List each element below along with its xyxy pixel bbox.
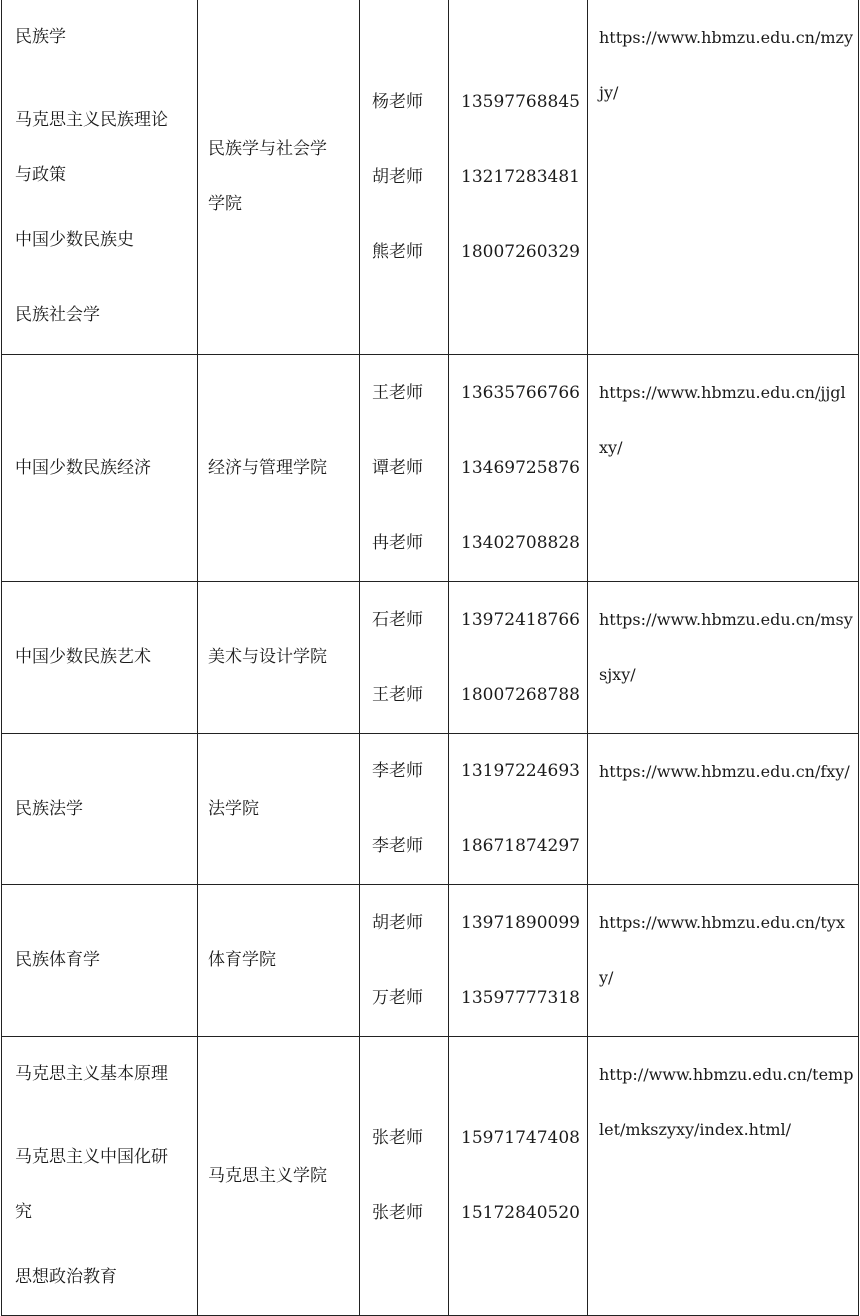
major-cell (2, 582, 198, 734)
table-row (2, 734, 859, 885)
contact-table (1, 0, 859, 1316)
website-link[interactable]: https://www.hbmzu.edu.cn/mzyjy/ (599, 28, 853, 102)
website-link[interactable]: http://www.hbmzu.edu.cn/templet/mkszyxy/index.html/ (599, 1065, 854, 1139)
college-name: 学院 (208, 194, 242, 214)
teacher-name: 张老师 (372, 1203, 423, 1223)
college-cell (198, 734, 360, 885)
teacher-name: 万老师 (372, 987, 423, 1008)
college-cell (198, 885, 360, 1037)
major-name: 马克思主义中国化研 (15, 1147, 168, 1167)
url-cell (588, 582, 859, 734)
college-name: 体育学院 (208, 950, 276, 970)
college-cell (198, 355, 360, 582)
url-cell (588, 0, 859, 355)
college-cell (198, 1037, 360, 1316)
major-name: 中国少数民族艺术 (15, 647, 151, 667)
phone-cell (449, 1037, 588, 1316)
college-name: 法学院 (208, 798, 259, 819)
major-name: 民族体育学 (15, 950, 100, 970)
phone-number: 13402708828 (461, 532, 580, 553)
phone-number: 15172840520 (461, 1203, 580, 1223)
college-name: 民族学与社会学 (208, 139, 327, 159)
college-name: 美术与设计学院 (208, 647, 327, 667)
major-name: 中国少数民族史 (15, 230, 134, 250)
url-cell (588, 355, 859, 582)
teacher-cell (360, 582, 449, 734)
major-name: 与政策 (15, 165, 66, 185)
college-name: 经济与管理学院 (208, 457, 327, 478)
website-link[interactable]: https://www.hbmzu.edu.cn/fxy/ (599, 762, 850, 781)
phone-number: 18007260329 (461, 241, 580, 262)
teacher-name: 杨老师 (372, 91, 423, 112)
major-name: 中国少数民族经济 (15, 457, 151, 478)
phone-cell (449, 0, 588, 355)
teacher-name: 胡老师 (372, 912, 423, 933)
table-row (2, 355, 859, 582)
phone-number: 13635766766 (461, 382, 580, 403)
phone-number: 13971890099 (461, 912, 580, 933)
phone-number: 15971747408 (461, 1128, 580, 1148)
college-cell (198, 0, 360, 355)
phone-number: 13217283481 (461, 166, 580, 187)
teacher-name: 胡老师 (372, 166, 423, 187)
phone-cell (449, 885, 588, 1037)
teacher-cell (360, 1037, 449, 1316)
teacher-cell (360, 0, 449, 355)
college-cell (198, 582, 360, 734)
major-cell (2, 0, 198, 355)
major-cell (2, 885, 198, 1037)
teacher-name: 王老师 (372, 382, 423, 403)
teacher-name: 冉老师 (372, 532, 423, 553)
teacher-name: 王老师 (372, 684, 423, 705)
major-cell (2, 355, 198, 582)
major-name: 究 (15, 1202, 32, 1222)
phone-cell (449, 734, 588, 885)
major-name: 民族社会学 (15, 305, 100, 325)
website-link[interactable]: https://www.hbmzu.edu.cn/jjglxy/ (599, 383, 846, 457)
major-cell (2, 1037, 198, 1316)
phone-number: 13972418766 (461, 609, 580, 630)
table-row (2, 0, 859, 355)
major-cell (2, 734, 198, 885)
major-name: 思想政治教育 (15, 1267, 117, 1287)
teacher-name: 李老师 (372, 761, 423, 781)
teacher-cell (360, 355, 449, 582)
major-name: 民族法学 (15, 798, 83, 819)
phone-number: 13597777318 (461, 987, 580, 1008)
phone-cell (449, 355, 588, 582)
phone-number: 18671874297 (461, 836, 580, 856)
college-name: 马克思主义学院 (208, 1165, 327, 1186)
teacher-name: 张老师 (372, 1128, 423, 1148)
teacher-name: 熊老师 (372, 241, 423, 262)
phone-number: 18007268788 (461, 684, 580, 705)
teacher-cell (360, 885, 449, 1037)
table-row (2, 1037, 859, 1316)
major-name: 马克思主义民族理论 (15, 110, 168, 130)
teacher-cell (360, 734, 449, 885)
major-name: 民族学 (15, 27, 66, 47)
website-link[interactable]: https://www.hbmzu.edu.cn/msysjxy/ (599, 610, 853, 684)
major-name: 马克思主义基本原理 (15, 1064, 168, 1084)
teacher-name: 谭老师 (372, 457, 423, 478)
teacher-name: 李老师 (372, 836, 423, 856)
url-cell (588, 1037, 859, 1316)
phone-number: 13469725876 (461, 457, 580, 478)
url-cell (588, 734, 859, 885)
table-row (2, 885, 859, 1037)
phone-number: 13197224693 (461, 761, 580, 781)
teacher-name: 石老师 (372, 609, 423, 630)
table-row (2, 582, 859, 734)
phone-cell (449, 582, 588, 734)
phone-number: 13597768845 (461, 91, 580, 112)
url-cell (588, 885, 859, 1037)
website-link[interactable]: https://www.hbmzu.edu.cn/tyxy/ (599, 913, 845, 987)
